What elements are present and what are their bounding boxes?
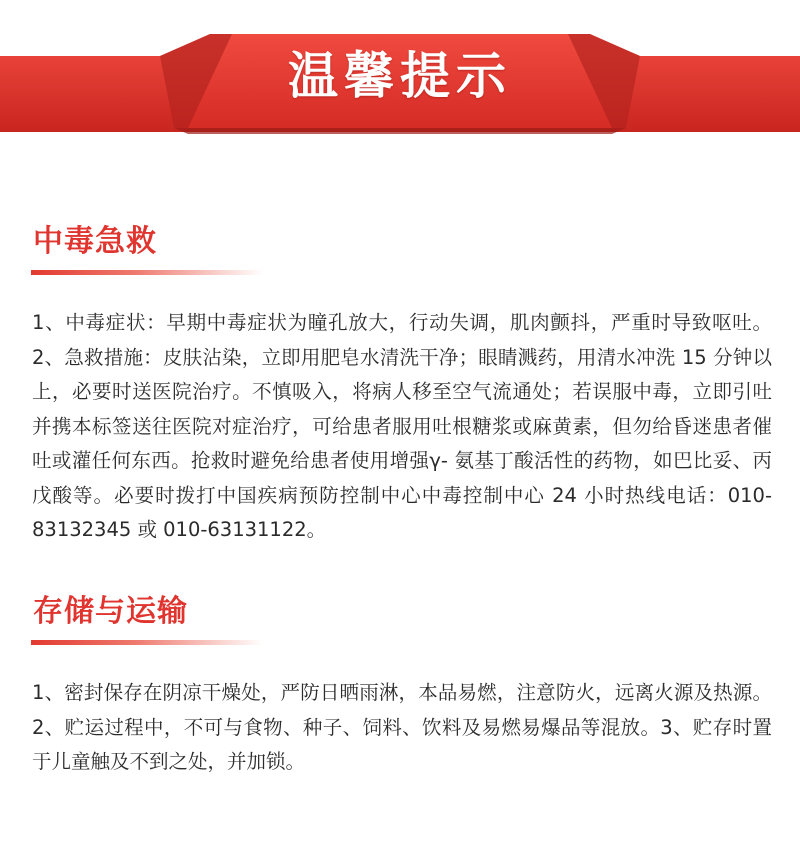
header-banner bbox=[0, 0, 800, 140]
section-poisoning-first-aid bbox=[0, 222, 800, 542]
section-storage-transport bbox=[0, 592, 800, 782]
section-title-underline bbox=[31, 270, 263, 275]
section-title-underline bbox=[31, 640, 263, 645]
section-title: 中毒急救 bbox=[33, 224, 157, 259]
section-body-text: 1、中毒症状：早期中毒症状为瞳孔放大，行动失调，肌肉颤抖，严重时导致呕吐。2、急救措施：皮肤沾染，立即用肥皂水清洗干净；眼睛溅药，用清水冲洗 15 分钟以上，必要时送医院治疗。不慎吸入，将病人移至空气流通处；若误服中毒，立即引吐并携本标签送往医院对症治疗，可给患者服用吐根糖浆或麻黄素，但勿给昏迷患者催吐或灌任何东西。抢救时避免给患者使用增强γ- 氨基丁酸活性的药物，如巴比妥、丙戊酸等。必要时拨打中国疾病预防控制中心中毒控制中心 24 小时热线电话：010-83132345 或 010-63131122。 bbox=[32, 311, 772, 541]
section-title: 存储与运输 bbox=[33, 594, 188, 629]
section-body-text: 1、密封保存在阴凉干燥处，严防日晒雨淋，本品易燃，注意防火，远离火源及热源。2、贮运过程中，不可与食物、种子、饲料、饮料及易燃易爆品等混放。3、贮存时置于儿童触及不到之处，并加锁。 bbox=[32, 681, 772, 773]
banner-title: 温馨提示 bbox=[288, 47, 512, 105]
